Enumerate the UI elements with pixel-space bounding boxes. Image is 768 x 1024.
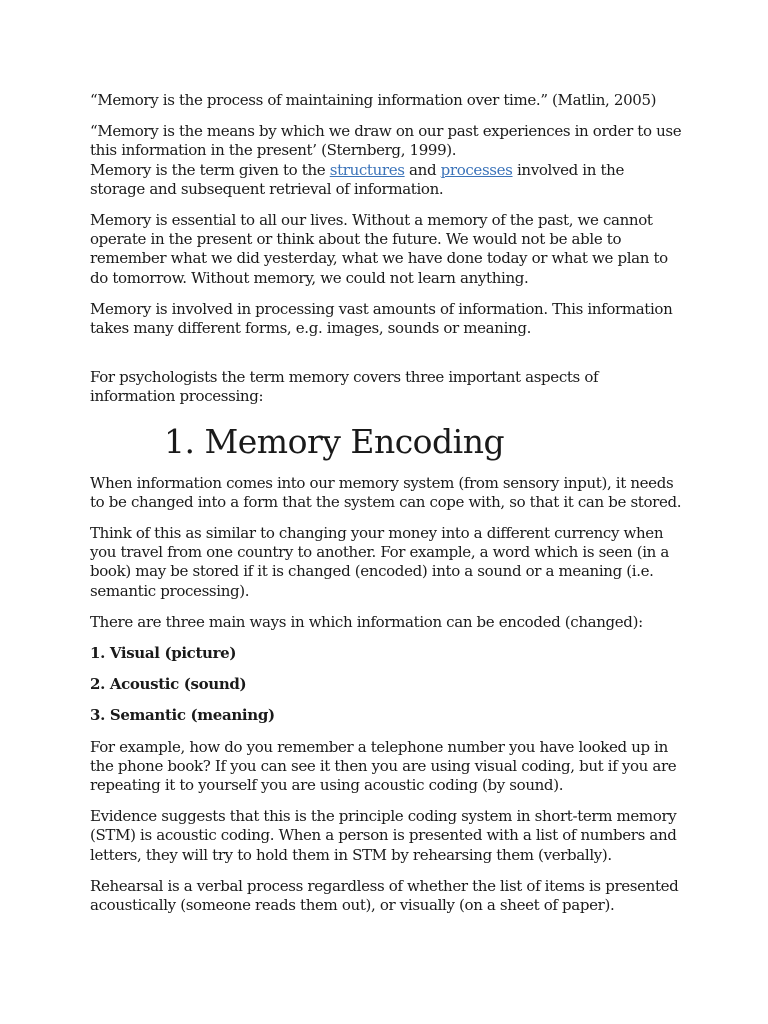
evidence-paragraph: Evidence suggests that this is the principle coding system in short-term memory (STM) is acoustic coding. When a person is presented with a list of numbers and letters, they will try to hold them in STM by rehearsing them (verbally). [90, 807, 677, 864]
section-heading: 1. Memory Encoding [164, 421, 505, 461]
list-item-semantic: 3. Semantic (meaning) [90, 706, 275, 725]
essential-paragraph: Memory is essential to all our lives. Without a memory of the past, we cannot operate in the present or think about the future. We would not be able to remember what we did yesterday, what we have done today or what we plan to do tomorrow. Without memory, we could not learn anything. [90, 211, 668, 287]
list-item-visual: 1. Visual (picture) [90, 644, 237, 663]
structures-link[interactable]: structures [329, 160, 405, 179]
encoding-paragraph: When information comes into our memory system (from sensory input), it needs to be changed into a form that the system can cope with, so that it can be stored. [90, 473, 682, 511]
psychologists-paragraph: For psychologists the term memory covers three important aspects of information processing: [90, 368, 599, 406]
rehearsal-paragraph: Rehearsal is a verbal process regardless of whether the list of items is presented acoustically (someone reads them out), or visually (on a sheet of paper). [90, 876, 679, 915]
processes-link[interactable]: processes [440, 160, 513, 179]
telephone-paragraph: For example, how do you remember a telephone number you have looked up in the phone book? If you can see it then you are using visual coding, but if you are repeating it to yourself you are using acoustic coding (by sound). [90, 737, 677, 795]
quote-sternberg: “Memory is the means by which we draw on our past experiences in order to use this information in the present’ (Sternberg, 1999). [90, 122, 682, 160]
definition-paragraph [90, 161, 682, 199]
definition-text-after: involved in the storage and subsequent retrieval of information. [90, 160, 624, 198]
three-ways-paragraph: There are three main ways in which information can be encoded (changed): [90, 612, 643, 631]
definition-text-middle: and [404, 160, 441, 179]
currency-paragraph: Think of this as similar to changing your money into a different currency when you travel from one country to another. For example, a word which is seen (in a book) may be stored if it is changed (encoded) into a sound or a meaning (i.e. semantic processing). [90, 524, 669, 600]
involved-paragraph: Memory is involved in processing vast amounts of information. This information takes many different forms, e.g. images, sounds or meaning. [90, 299, 673, 338]
document-page [90, 91, 682, 927]
quote-matlin: “Memory is the process of maintaining information over time.” (Matlin, 2005) [90, 91, 657, 109]
list-item-acoustic: 2. Acoustic (sound) [90, 675, 247, 694]
definition-text-before: Memory is the term given to the [90, 160, 330, 179]
